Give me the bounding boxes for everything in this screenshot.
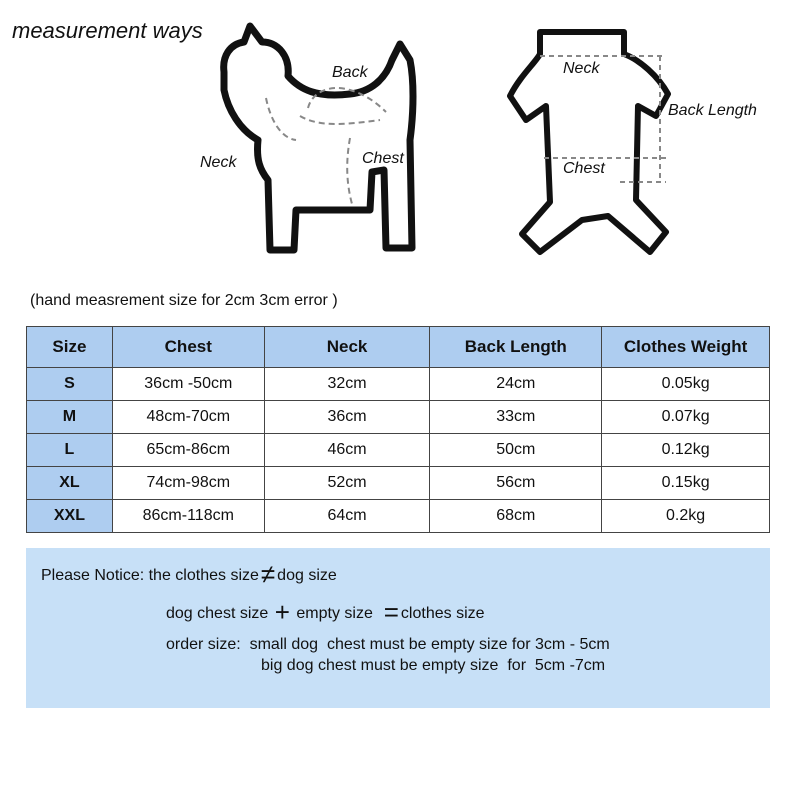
notice-line-2 [166, 597, 485, 627]
header-back-length: Back Length [430, 327, 602, 368]
dog-chest-line [347, 138, 352, 204]
cell-weight: 0.12kg [602, 434, 770, 467]
not-equal-symbol: ≠ [260, 559, 276, 589]
table-header-row [27, 327, 770, 368]
measurement-error-note: (hand measrement size for 2cm 3cm error ) [30, 292, 338, 309]
table-row [27, 368, 770, 401]
notice-text: dog chest size [166, 605, 269, 622]
table-row [27, 434, 770, 467]
cell-back-length: 56cm [430, 467, 602, 500]
table-row [27, 467, 770, 500]
header-chest: Chest [112, 327, 264, 368]
cell-chest: 74cm-98cm [112, 467, 264, 500]
cell-weight: 0.15kg [602, 467, 770, 500]
notice-box [26, 548, 770, 708]
dog-back-label: Back [332, 64, 368, 81]
cell-chest: 36cm -50cm [112, 368, 264, 401]
dog-neck-line [266, 98, 296, 140]
cell-weight: 0.05kg [602, 368, 770, 401]
dog-body-line [300, 116, 380, 124]
cell-back-length: 33cm [430, 401, 602, 434]
header-size: Size [27, 327, 113, 368]
page-title: measurement ways [12, 18, 203, 43]
clothes-neck-label: Neck [563, 60, 600, 77]
cell-size: L [27, 434, 113, 467]
cell-neck: 36cm [264, 401, 430, 434]
cell-neck: 52cm [264, 467, 430, 500]
cell-back-length: 68cm [430, 500, 602, 533]
dog-outline [224, 26, 413, 250]
clothes-diagram [500, 20, 680, 260]
cell-neck: 46cm [264, 434, 430, 467]
header-neck: Neck [264, 327, 430, 368]
clothes-chest-label: Chest [563, 160, 605, 177]
cell-back-length: 24cm [430, 368, 602, 401]
notice-text: Please Notice: the clothes size [41, 567, 259, 584]
table-row [27, 500, 770, 533]
notice-line-3: order size: small dog chest must be empty size for 3cm - 5cm [166, 636, 610, 653]
clothes-back-length-label: Back Length [668, 102, 757, 119]
cell-chest: 86cm-118cm [112, 500, 264, 533]
equal-symbol: = [383, 597, 399, 627]
cell-size: XXL [27, 500, 113, 533]
plus-symbol: + [274, 597, 290, 627]
notice-text: empty size [296, 605, 373, 622]
dog-diagram [200, 20, 440, 260]
cell-size: S [27, 368, 113, 401]
cell-weight: 0.2kg [602, 500, 770, 533]
cell-chest: 65cm-86cm [112, 434, 264, 467]
cell-weight: 0.07kg [602, 401, 770, 434]
notice-text: dog size [277, 567, 337, 584]
size-table [26, 326, 770, 533]
cell-size: M [27, 401, 113, 434]
notice-line-1 [41, 559, 337, 589]
notice-line-4: big dog chest must be empty size for 5cm -7cm [261, 657, 606, 674]
cell-chest: 48cm-70cm [112, 401, 264, 434]
dog-chest-label: Chest [362, 150, 404, 167]
notice-text: clothes size [400, 605, 485, 622]
cell-size: XL [27, 467, 113, 500]
header-clothes-weight: Clothes Weight [602, 327, 770, 368]
cell-neck: 32cm [264, 368, 430, 401]
table-row [27, 401, 770, 434]
cell-back-length: 50cm [430, 434, 602, 467]
dog-neck-label: Neck [200, 154, 237, 171]
cell-neck: 64cm [264, 500, 430, 533]
